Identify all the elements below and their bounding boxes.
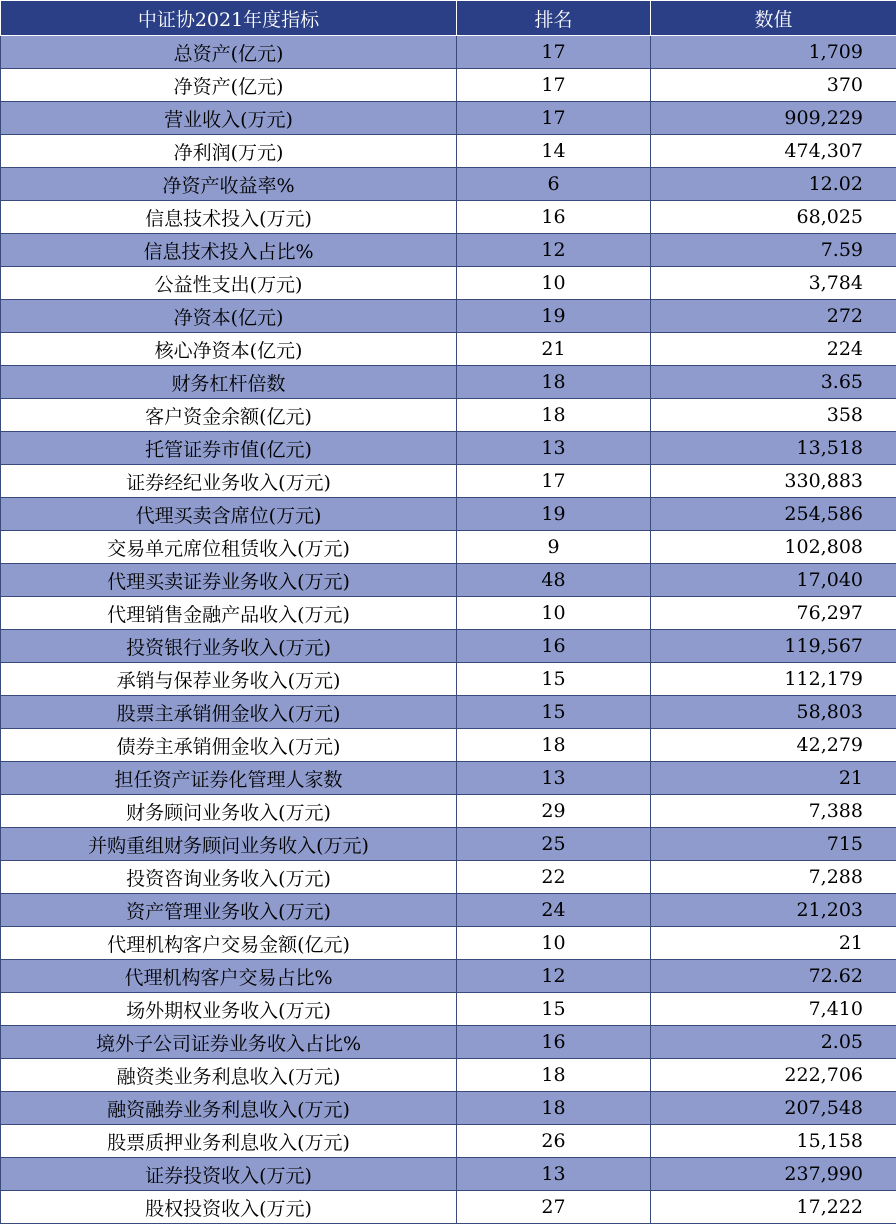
table-row (1, 828, 896, 861)
rank-cell: 15 (457, 696, 651, 729)
indicator-cell: 总资产(亿元) (1, 36, 457, 69)
indicator-cell: 债券主承销佣金收入(万元) (1, 729, 457, 762)
rank-cell: 19 (457, 300, 651, 333)
table-row (1, 564, 896, 597)
indicator-cell: 代理机构客户交易金额(亿元) (1, 927, 457, 960)
table-row (1, 432, 896, 465)
indicator-cell: 信息技术投入(万元) (1, 201, 457, 234)
indicator-cell: 股票质押业务利息收入(万元) (1, 1125, 457, 1158)
rank-cell: 18 (457, 1059, 651, 1092)
rank-cell: 14 (457, 135, 651, 168)
value-cell: 358 (651, 399, 896, 432)
indicator-cell: 融资类业务利息收入(万元) (1, 1059, 457, 1092)
table-row (1, 234, 896, 267)
header-indicator: 中证协2021年度指标 (1, 1, 457, 36)
value-cell: 119,567 (651, 630, 896, 663)
table-body (1, 36, 896, 1224)
indicator-cell: 资产管理业务收入(万元) (1, 894, 457, 927)
value-cell: 15,158 (651, 1125, 896, 1158)
table-row (1, 498, 896, 531)
table-row (1, 1125, 896, 1158)
table-row (1, 135, 896, 168)
value-cell: 102,808 (651, 531, 896, 564)
value-cell: 3.65 (651, 366, 896, 399)
value-cell: 7.59 (651, 234, 896, 267)
rank-cell: 13 (457, 432, 651, 465)
table-row (1, 465, 896, 498)
indicator-cell: 核心净资本(亿元) (1, 333, 457, 366)
indicator-cell: 投资银行业务收入(万元) (1, 630, 457, 663)
value-cell: 330,883 (651, 465, 896, 498)
indicator-cell: 境外子公司证券业务收入占比% (1, 1026, 457, 1059)
table-row (1, 597, 896, 630)
indicator-cell: 财务顾问业务收入(万元) (1, 795, 457, 828)
value-cell: 12.02 (651, 168, 896, 201)
value-cell: 237,990 (651, 1158, 896, 1191)
indicator-cell: 股权投资收入(万元) (1, 1191, 457, 1224)
rank-cell: 12 (457, 234, 651, 267)
indicator-cell: 财务杠杆倍数 (1, 366, 457, 399)
table-row (1, 333, 896, 366)
rank-cell: 18 (457, 729, 651, 762)
value-cell: 7,410 (651, 993, 896, 1026)
value-cell: 76,297 (651, 597, 896, 630)
indicator-cell: 股票主承销佣金收入(万元) (1, 696, 457, 729)
indicator-cell: 净资产收益率% (1, 168, 457, 201)
table-row (1, 1026, 896, 1059)
value-cell: 370 (651, 69, 896, 102)
header-value: 数值 (651, 1, 896, 36)
indicator-cell: 并购重组财务顾问业务收入(万元) (1, 828, 457, 861)
table-row (1, 168, 896, 201)
indicator-cell: 融资融券业务利息收入(万元) (1, 1092, 457, 1125)
rank-cell: 22 (457, 861, 651, 894)
value-cell: 17,040 (651, 564, 896, 597)
rank-cell: 25 (457, 828, 651, 861)
table-row (1, 663, 896, 696)
value-cell: 72.62 (651, 960, 896, 993)
rank-cell: 13 (457, 1158, 651, 1191)
indicator-cell: 客户资金余额(亿元) (1, 399, 457, 432)
rank-cell: 24 (457, 894, 651, 927)
table-row (1, 102, 896, 135)
table-row (1, 729, 896, 762)
rank-cell: 16 (457, 630, 651, 663)
header-row (1, 1, 896, 36)
table-row (1, 1158, 896, 1191)
rank-cell: 17 (457, 465, 651, 498)
indicator-cell: 信息技术投入占比% (1, 234, 457, 267)
table-row (1, 36, 896, 69)
value-cell: 68,025 (651, 201, 896, 234)
table-row (1, 366, 896, 399)
table-header (1, 1, 896, 36)
value-cell: 58,803 (651, 696, 896, 729)
table-row (1, 696, 896, 729)
table-row (1, 795, 896, 828)
table-row (1, 1059, 896, 1092)
table-row (1, 630, 896, 663)
rank-cell: 15 (457, 663, 651, 696)
value-cell: 13,518 (651, 432, 896, 465)
indicator-cell: 交易单元席位租赁收入(万元) (1, 531, 457, 564)
table-row (1, 1092, 896, 1125)
value-cell: 909,229 (651, 102, 896, 135)
rank-cell: 6 (457, 168, 651, 201)
value-cell: 7,288 (651, 861, 896, 894)
value-cell: 42,279 (651, 729, 896, 762)
indicator-cell: 代理销售金融产品收入(万元) (1, 597, 457, 630)
indicator-cell: 净资产(亿元) (1, 69, 457, 102)
value-cell: 2.05 (651, 1026, 896, 1059)
header-rank: 排名 (457, 1, 651, 36)
rank-cell: 27 (457, 1191, 651, 1224)
value-cell: 207,548 (651, 1092, 896, 1125)
indicator-cell: 代理买卖含席位(万元) (1, 498, 457, 531)
indicator-cell: 投资咨询业务收入(万元) (1, 861, 457, 894)
rank-cell: 17 (457, 36, 651, 69)
table-row (1, 399, 896, 432)
value-cell: 254,586 (651, 498, 896, 531)
rank-cell: 18 (457, 399, 651, 432)
value-cell: 21 (651, 927, 896, 960)
value-cell: 474,307 (651, 135, 896, 168)
value-cell: 1,709 (651, 36, 896, 69)
indicator-cell: 承销与保荐业务收入(万元) (1, 663, 457, 696)
value-cell: 7,388 (651, 795, 896, 828)
rank-cell: 18 (457, 1092, 651, 1125)
indicator-cell: 净资本(亿元) (1, 300, 457, 333)
table-row (1, 201, 896, 234)
rank-cell: 16 (457, 201, 651, 234)
value-cell: 715 (651, 828, 896, 861)
indicator-cell: 净利润(万元) (1, 135, 457, 168)
table-row (1, 300, 896, 333)
rank-cell: 10 (457, 597, 651, 630)
rank-cell: 12 (457, 960, 651, 993)
indicator-cell: 公益性支出(万元) (1, 267, 457, 300)
table-row (1, 69, 896, 102)
value-cell: 3,784 (651, 267, 896, 300)
indicator-cell: 托管证券市值(亿元) (1, 432, 457, 465)
rank-cell: 13 (457, 762, 651, 795)
indicator-cell: 场外期权业务收入(万元) (1, 993, 457, 1026)
rank-cell: 10 (457, 267, 651, 300)
rank-cell: 17 (457, 102, 651, 135)
rank-cell: 9 (457, 531, 651, 564)
indicator-cell: 证券投资收入(万元) (1, 1158, 457, 1191)
indicator-cell: 证券经纪业务收入(万元) (1, 465, 457, 498)
rank-cell: 48 (457, 564, 651, 597)
rank-cell: 16 (457, 1026, 651, 1059)
table-row (1, 993, 896, 1026)
table-row (1, 861, 896, 894)
table-row (1, 531, 896, 564)
rank-cell: 17 (457, 69, 651, 102)
table-row (1, 960, 896, 993)
table-row (1, 1191, 896, 1224)
value-cell: 17,222 (651, 1191, 896, 1224)
indicator-cell: 代理买卖证券业务收入(万元) (1, 564, 457, 597)
table-row (1, 927, 896, 960)
rank-cell: 26 (457, 1125, 651, 1158)
rank-cell: 21 (457, 333, 651, 366)
rank-cell: 15 (457, 993, 651, 1026)
rank-cell: 18 (457, 366, 651, 399)
indicator-cell: 营业收入(万元) (1, 102, 457, 135)
table-row (1, 894, 896, 927)
value-cell: 224 (651, 333, 896, 366)
value-cell: 222,706 (651, 1059, 896, 1092)
rank-cell: 29 (457, 795, 651, 828)
value-cell: 272 (651, 300, 896, 333)
rank-cell: 10 (457, 927, 651, 960)
table-row (1, 267, 896, 300)
table-row (1, 762, 896, 795)
rank-cell: 19 (457, 498, 651, 531)
value-cell: 112,179 (651, 663, 896, 696)
indicator-cell: 代理机构客户交易占比% (1, 960, 457, 993)
indicator-cell: 担任资产证券化管理人家数 (1, 762, 457, 795)
value-cell: 21 (651, 762, 896, 795)
value-cell: 21,203 (651, 894, 896, 927)
